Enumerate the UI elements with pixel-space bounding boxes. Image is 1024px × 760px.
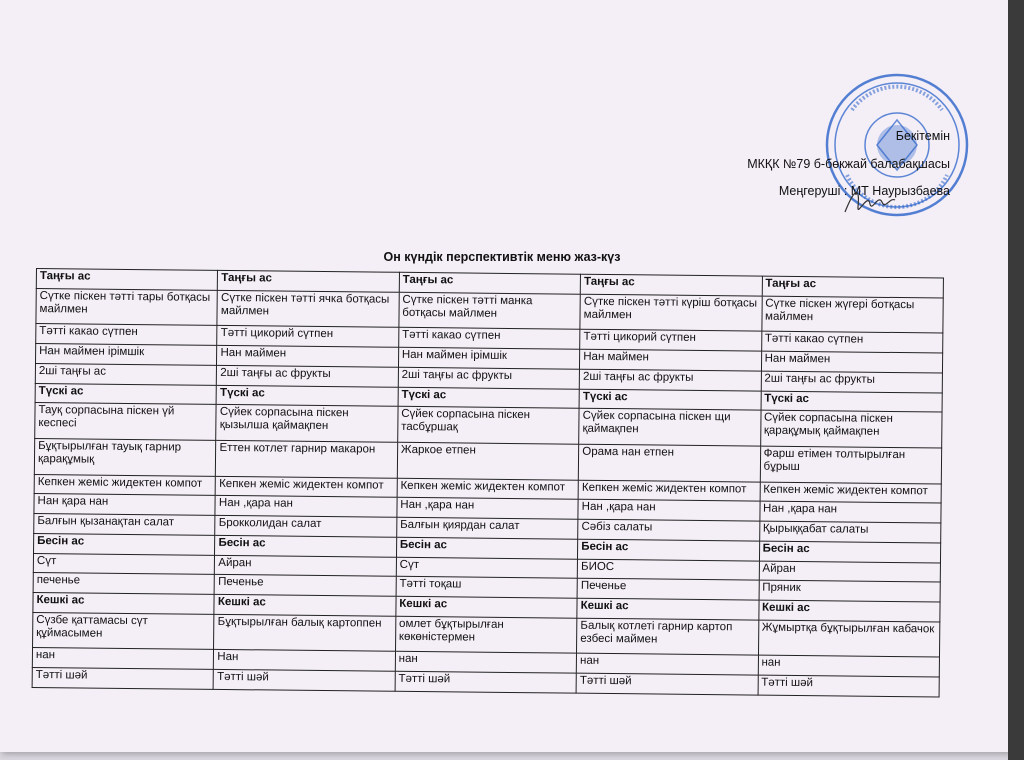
table-cell: Нан маймен (761, 351, 943, 373)
table-cell: Сүт (33, 553, 215, 575)
meal-header-cell: Түскі ас (216, 385, 398, 407)
table-cell: Тәтті шәй (213, 669, 395, 691)
meal-header-cell: Кешкі ас (33, 592, 215, 614)
table-cell: Нан маймен ірімшік (398, 347, 580, 369)
table-cell: Сүт (396, 557, 578, 579)
table-cell: Тәтті шәй (576, 673, 758, 695)
meal-header-cell: Бесін ас (759, 541, 941, 563)
table-cell: Тәтті шәй (32, 668, 214, 690)
table-cell: Сүзбе қаттамасы сүт құймасымен (33, 612, 215, 650)
table-cell: Печенье (214, 575, 396, 597)
table-cell: Сүйек сорпасына піскен қызылша қаймақпен (216, 405, 398, 443)
table-cell: Тәтті шәй (758, 675, 940, 697)
meal-header-cell: Таңғы ас (762, 276, 944, 298)
table-cell: Нан маймен ірімшік (36, 344, 218, 366)
table-cell: Тәтті какао сүтпен (36, 324, 218, 346)
meal-header-cell: Бесін ас (34, 533, 216, 555)
table-cell: 2ші таңғы ас (35, 363, 217, 385)
meal-header-cell: Бесін ас (215, 535, 397, 557)
table-cell: Нан маймен (217, 346, 399, 368)
table-cell: Сүтке піскен тәтті күріш ботқасы майлмен (580, 294, 762, 332)
table-cell: Брокколидан салат (215, 516, 397, 538)
table-cell: 2ші таңғы ас фрукты (217, 365, 399, 387)
approval-heading: Бекітемін (895, 129, 950, 143)
table-cell: Жұмыртқа бұқтырылған кабачок (758, 620, 940, 658)
table-cell: Кепкен жеміс жидектен компот (216, 476, 398, 498)
table-cell: Балғын қиярдан салат (396, 517, 578, 539)
table-cell: Фарш етімен толтырылған бұрыш (760, 446, 942, 484)
table-cell: Айран (759, 561, 941, 583)
table-cell: Бұқтырылған тауық гарнир қарақұмық (34, 438, 216, 476)
table-cell: Нан ,қара нан (759, 502, 941, 524)
document-title: Он күндік перспективтік меню жаз-күз (383, 250, 621, 264)
table-cell: нан (395, 652, 577, 674)
table-cell: 2ші таңғы ас фрукты (398, 367, 580, 389)
table-cell: Кепкен жеміс жидектен компот (397, 478, 579, 500)
table-cell: Нан ,қара нан (215, 496, 397, 518)
table-cell: Нан ,қара нан (578, 500, 760, 522)
table-cell: Тәтті какао сүтпен (398, 328, 580, 350)
table-cell: Нан маймен (580, 349, 762, 371)
table-cell: нан (758, 655, 940, 677)
table-cell: Пряник (759, 580, 941, 602)
table-cell: Кепкен жеміс жидектен компот (578, 480, 760, 502)
table-cell: Сәбіз салаты (578, 519, 760, 541)
table-cell: Тауқ сорпасына піскен үй кеспесі (35, 403, 217, 441)
meal-header-cell: Кешкі ас (396, 596, 578, 618)
approval-head-signatory: Меңгеруші : МТ Наурызбаева (778, 184, 950, 198)
table-cell: Сүтке піскен тәтті тары ботқасы майлмен (36, 288, 218, 326)
table-cell: Сүтке піскен тәтті ячка ботқасы майлмен (217, 290, 399, 328)
table-cell: Сүйек сорпасына піскен щи қаймақпен (579, 408, 761, 446)
background-edge (1008, 0, 1024, 760)
meal-header-cell: Түскі ас (761, 391, 943, 413)
table-cell: Печенье (577, 578, 759, 600)
handwritten-signature (840, 182, 900, 222)
meal-header-cell: Таңғы ас (580, 274, 762, 296)
table-cell: Кепкен жеміс жидектен компот (760, 482, 942, 504)
table-cell: Тәтті какао сүтпен (761, 332, 943, 354)
table-cell: Тәтті тоқаш (396, 577, 578, 599)
table-cell: Сүтке піскен тәтті манка ботқасы майлмен (399, 292, 581, 330)
table-cell: Нан (214, 650, 396, 672)
table-cell: Сүтке піскен жүгері ботқасы майлмен (761, 296, 943, 334)
table-cell: Балғын қызанақтан салат (34, 514, 216, 536)
meal-header-cell: Түскі ас (579, 389, 761, 411)
menu-table (32, 268, 944, 697)
table-cell: омлет бұқтырылған көкөністермен (395, 616, 577, 654)
table-cell: Тәтті цикорий сүтпен (580, 330, 762, 352)
table-cell: Бұқтырылған балық картоппен (214, 614, 396, 652)
meal-header-cell: Бесін ас (396, 537, 578, 559)
meal-header-cell: Кешкі ас (758, 600, 940, 622)
table-cell: нан (576, 654, 758, 676)
table-cell: Нан қара нан (34, 494, 216, 516)
meal-header-cell: Таңғы ас (218, 270, 400, 292)
meal-header-cell: Кешкі ас (577, 598, 759, 620)
table-cell: Балық котлеті гарнир картоп езбесі маймен (577, 618, 759, 656)
table-cell: Сүйек сорпасына піскен тасбұршақ (397, 407, 579, 445)
table-cell: Сүйек сорпасына піскен қарақұмық қаймақпен (760, 410, 942, 448)
table-cell: Еттен котлет гарнир макарон (216, 440, 398, 478)
meal-header-cell: Бесін ас (578, 539, 760, 561)
table-cell: печенье (33, 573, 215, 595)
table-cell: Жаркое етпен (397, 442, 579, 480)
meal-header-cell: Түскі ас (35, 383, 217, 405)
table-cell: Тәтті шәй (395, 671, 577, 693)
table-cell: Нан ,қара нан (397, 498, 579, 520)
table-cell: Қырыққабат салаты (759, 521, 941, 543)
meal-header-cell: Кешкі ас (214, 594, 396, 616)
meal-header-cell: Түскі ас (398, 387, 580, 409)
table-cell: Кепкен жеміс жидектен компот (34, 474, 216, 496)
approval-institution: МКҚК №79 б-бөкжай балабақшасы (747, 156, 950, 171)
table-cell: 2ші таңғы ас фрукты (761, 371, 943, 393)
table-cell: Айран (215, 555, 397, 577)
table-cell: 2ші таңғы ас фрукты (579, 369, 761, 391)
approval-block (700, 130, 950, 213)
table-cell: БИОС (577, 559, 759, 581)
table-cell: нан (32, 648, 214, 670)
table-cell: Орама нан етпен (578, 444, 760, 482)
meal-header-cell: Таңғы ас (399, 272, 581, 294)
meal-header-cell: Таңғы ас (36, 269, 218, 291)
table-cell: Тәтті цикорий сүтпен (217, 326, 399, 348)
